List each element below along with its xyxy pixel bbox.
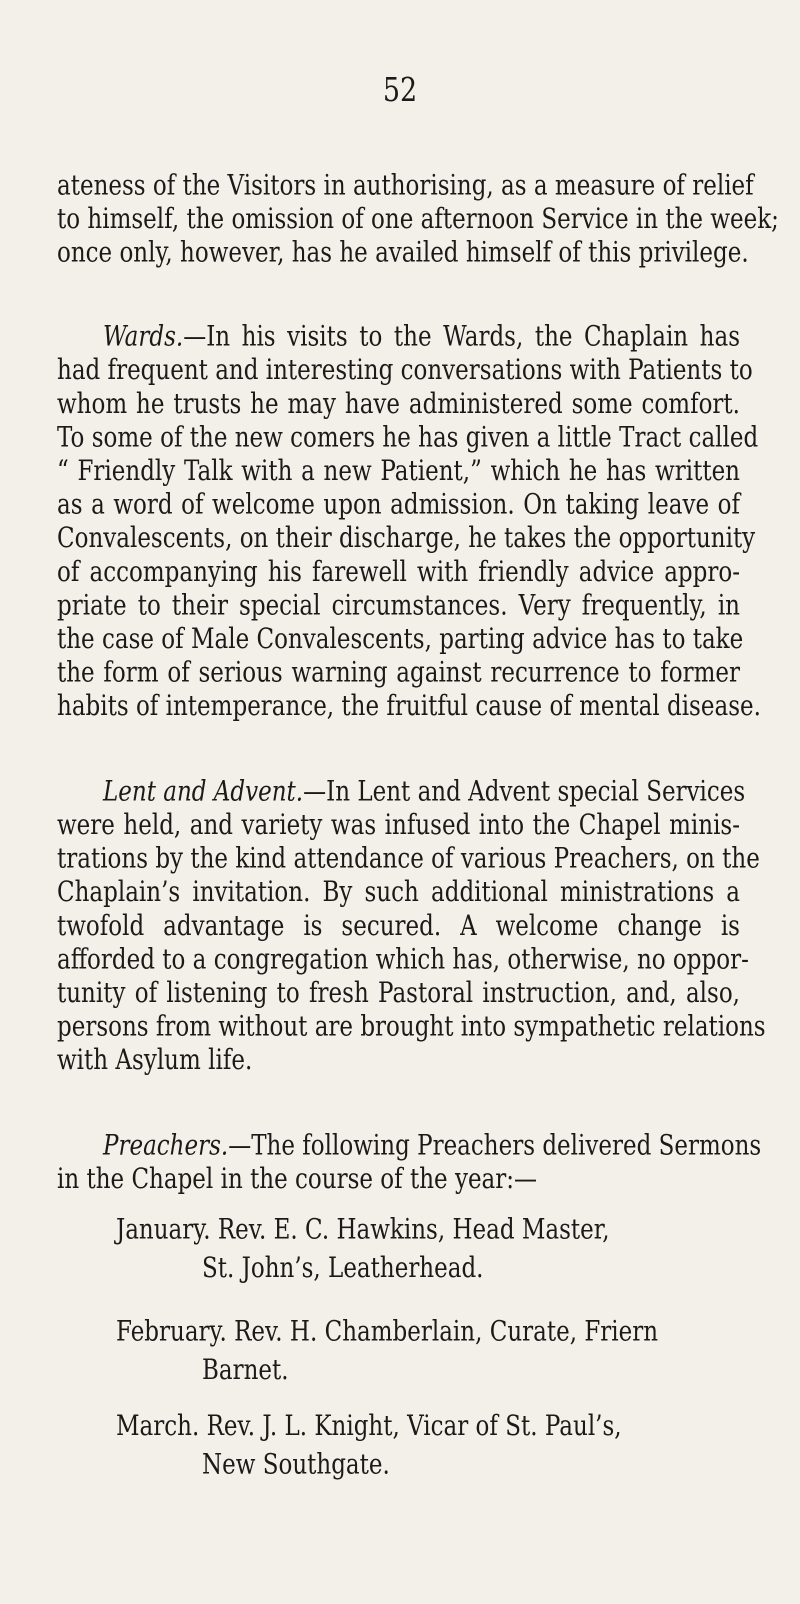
text-line: To some of the new comers he has given a little Tract called bbox=[57, 422, 759, 454]
text-line: of accompanying his farewell with friendly advice appro- bbox=[57, 556, 740, 588]
preachers-heading: Preachers. bbox=[103, 1130, 229, 1162]
text-line: “ Friendly Talk with a new Patient,” which he has written bbox=[57, 456, 740, 488]
text-line: habits of intemperance, the fruitful cause of mental disease. bbox=[57, 691, 761, 723]
text-line: as a word of welcome upon admission. On taking leave of bbox=[57, 489, 740, 521]
text-line: with Asylum life. bbox=[57, 1045, 253, 1077]
text-line: priate to their special circumstances. Very frequently, in bbox=[57, 590, 740, 622]
page-number: 52 bbox=[382, 72, 418, 110]
preacher-entry: January. Rev. E. C. Hawkins, Head Master, bbox=[116, 1214, 610, 1246]
wards-heading: Wards. bbox=[103, 321, 184, 353]
text-line: tunity of listening to fresh Pastoral instruction, and, also, bbox=[57, 978, 740, 1010]
text-line: once only, however, has he availed himself of this privilege. bbox=[57, 237, 749, 269]
preacher-entry-continuation: St. John’s, Leatherhead. bbox=[202, 1252, 484, 1284]
text-line: ateness of the Visitors in authorising, as a measure of relief bbox=[57, 170, 754, 202]
lent-first-line bbox=[103, 775, 746, 809]
text-line: twofold advantage is secured. A welcome change is bbox=[57, 910, 740, 943]
text-line: the case of Male Convalescents, parting advice has to take bbox=[57, 624, 744, 656]
preacher-entry: March. Rev. J. L. Knight, Vicar of St. Paul’s, bbox=[116, 1411, 622, 1443]
text-line: to himself, the omission of one afternoon Service in the week; bbox=[57, 204, 779, 236]
text-line: in the Chapel in the course of the year:— bbox=[57, 1164, 538, 1196]
preacher-entry-continuation: Barnet. bbox=[202, 1354, 289, 1386]
preacher-entry-continuation: New Southgate. bbox=[202, 1449, 390, 1481]
text-line: Convalescents, on their discharge, he takes the opportunity bbox=[57, 523, 756, 555]
text-line: whom he trusts he may have administered some comfort. bbox=[57, 388, 740, 421]
lent-heading: Lent and Advent. bbox=[103, 776, 304, 808]
text-line: afforded to a congregation which has, otherwise, no oppor- bbox=[57, 944, 749, 976]
preachers-first-text: —The following Preachers delivered Sermons bbox=[228, 1130, 762, 1162]
text-line: had frequent and interesting conversations with Patients to bbox=[57, 355, 753, 387]
text-line: the form of serious warning against recurrence to former bbox=[57, 657, 740, 689]
text-line: Chaplain’s invitation. By such additional ministrations a bbox=[57, 877, 740, 909]
preacher-entry: February. Rev. H. Chamberlain, Curate, Friern bbox=[116, 1316, 659, 1348]
text-line: persons from without are brought into sympathetic relations bbox=[57, 1011, 766, 1043]
preachers-first-line bbox=[103, 1129, 762, 1163]
text-line: were held, and variety was infused into the Chapel minis- bbox=[57, 810, 740, 842]
lent-first-text: —In Lent and Advent special Services bbox=[303, 776, 746, 808]
wards-first-text: —In his visits to the Wards, the Chaplain has bbox=[183, 321, 740, 353]
text-line: trations by the kind attendance of various Preachers, on the bbox=[57, 843, 760, 875]
wards-first-line bbox=[103, 320, 740, 354]
